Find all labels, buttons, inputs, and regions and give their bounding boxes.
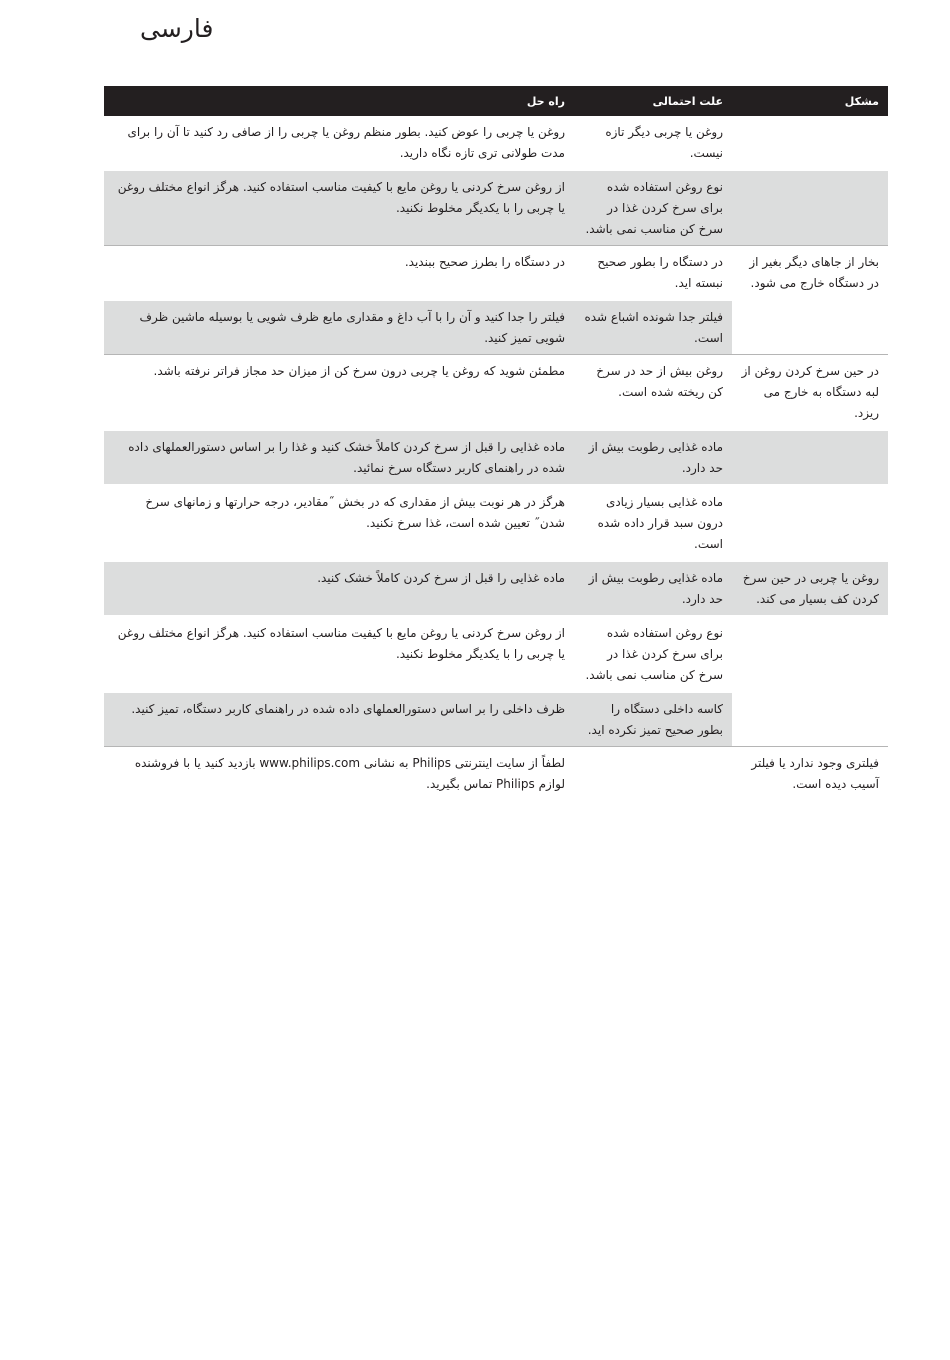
solution-cell: مطمئن شوید که روغن یا چربی درون سرخ کن از میزان حد مجاز فراتر نرفته باشد. <box>104 355 574 431</box>
cause-cell: روغن یا چربی دیگر تازه نیست. <box>574 116 732 170</box>
problem-cell <box>732 430 888 485</box>
solution-cell: در دستگاه را بطرز صحیح ببندید. <box>104 246 574 301</box>
problem-cell <box>732 300 888 355</box>
cause-cell: فیلتر جدا شونده اشباع شده است. <box>574 300 732 355</box>
problem-cell <box>732 116 888 170</box>
table-row <box>104 170 888 246</box>
table-row <box>104 561 888 616</box>
table-row <box>104 485 888 561</box>
cause-cell <box>574 747 732 802</box>
problem-cell: بخار از جاهای دیگر بغیر از در دستگاه خارج می شود. <box>732 246 888 301</box>
problem-cell: فیلتری وجود ندارد یا فیلتر آسیب دیده است. <box>732 747 888 802</box>
header-solution: راه حل <box>104 86 574 116</box>
cause-cell: نوع روغن استفاده شده برای سرخ کردن غذا در سرخ کن مناسب نمی باشد. <box>574 170 732 246</box>
cause-cell: ماده غذایی بسیار زیادی درون سبد قرار داده شده است. <box>574 485 732 561</box>
table-row <box>104 747 888 802</box>
problem-cell: روغن یا چربی در حین سرخ کردن کف بسیار می کند. <box>732 561 888 616</box>
cause-cell: در دستگاه را بطور صحیح نبسته اید. <box>574 246 732 301</box>
table-row <box>104 430 888 485</box>
solution-cell: ظرف داخلی را بر اساس دستورالعملهای داده شده در راهنمای کاربر دستگاه، تمیز کنید. <box>104 692 574 747</box>
solution-cell: فیلتر را جدا کنید و آن را با آب داغ و مقداری مایع ظرف شویی یا بوسیله ماشین ظرف شویی تمیز کنید. <box>104 300 574 355</box>
problem-cell <box>732 692 888 747</box>
problem-cell <box>732 485 888 561</box>
solution-cell: ماده غذایی را قبل از سرخ کردن کاملاً خشک کنید و غذا را بر اساس دستورالعملهای داده شده در راهنمای کاربر دستگاه سرخ نمائید. <box>104 430 574 485</box>
troubleshooting-table <box>104 86 888 802</box>
solution-cell: لطفاً از سایت اینترنتی Philips به نشانی www.philips.com بازدید کنید یا با فروشنده لوازم Philips تماس بگیرید. <box>104 747 574 802</box>
header-cause: علت احتمالی <box>574 86 732 116</box>
page-language-title: فارسی <box>140 14 214 43</box>
table-row <box>104 355 888 431</box>
table-row <box>104 616 888 692</box>
table-header-row <box>104 86 888 116</box>
table-row <box>104 116 888 170</box>
cause-cell: روغن بیش از حد در سرخ کن ریخته شده است. <box>574 355 732 431</box>
header-problem: مشکل <box>732 86 888 116</box>
solution-cell: روغن یا چربی را عوض کنید. بطور منظم روغن یا چربی را از صافی رد کنید تا آن را برای مدت طولانی تری تازه نگاه دارید. <box>104 116 574 170</box>
cause-cell: ماده غذایی رطوبت بیش از حد دارد. <box>574 561 732 616</box>
solution-cell: هرگز در هر نوبت بیش از مقداری که در بخش ˝مقادیر، درجه حرارتها و زمانهای سرخ شدن˝ تعیین شده است، غذا سرخ نکنید. <box>104 485 574 561</box>
solution-cell: ماده غذایی را قبل از سرخ کردن کاملاً خشک کنید. <box>104 561 574 616</box>
problem-cell <box>732 616 888 692</box>
table-row <box>104 692 888 747</box>
cause-cell: ماده غذایی رطوبت بیش از حد دارد. <box>574 430 732 485</box>
cause-cell: نوع روغن استفاده شده برای سرخ کردن غذا در سرخ کن مناسب نمی باشد. <box>574 616 732 692</box>
problem-cell: در حین سرخ کردن روغن از لبه دستگاه به خارج می ریزد. <box>732 355 888 431</box>
solution-cell: از روغن سرخ کردنی یا روغن مایع با کیفیت مناسب استفاده کنید. هرگز انواع مختلف روغن یا چربی را با یکدیگر مخلوط نکنید. <box>104 170 574 246</box>
solution-cell: از روغن سرخ کردنی یا روغن مایع با کیفیت مناسب استفاده کنید. هرگز انواع مختلف روغن یا چربی را با یکدیگر مخلوط نکنید. <box>104 616 574 692</box>
problem-cell <box>732 170 888 246</box>
cause-cell: کاسه داخلی دستگاه را بطور صحیح تمیز نکرده اید. <box>574 692 732 747</box>
table-row <box>104 246 888 301</box>
table-row <box>104 300 888 355</box>
